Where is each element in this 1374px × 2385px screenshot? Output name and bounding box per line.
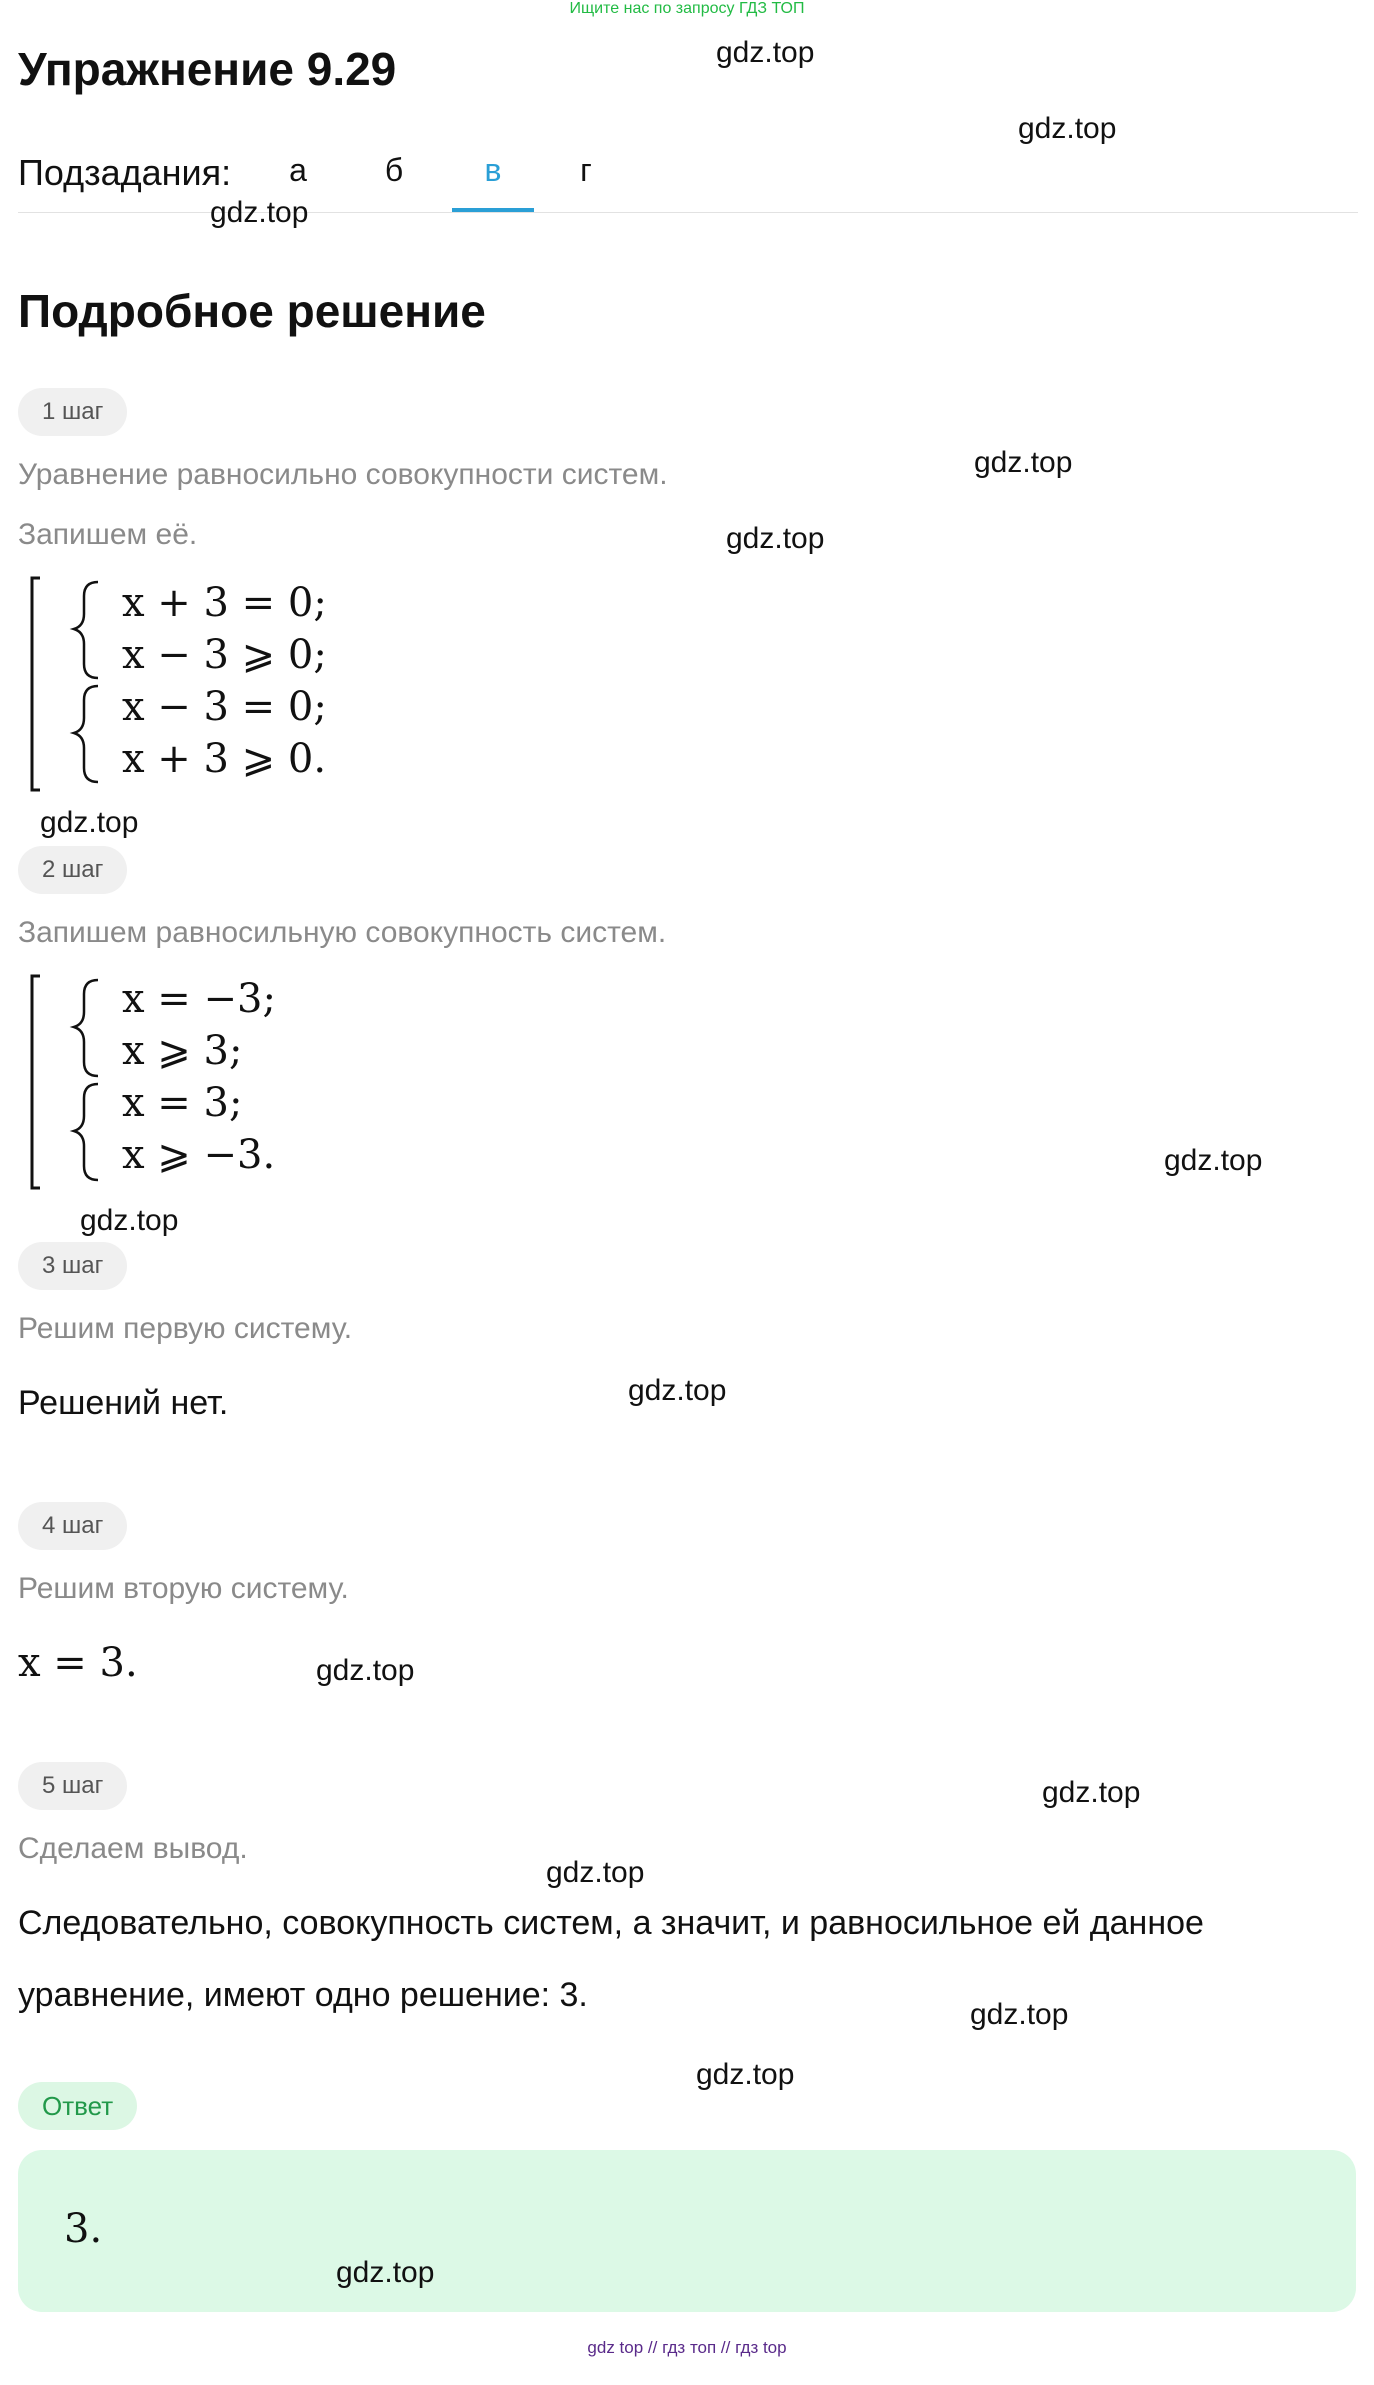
math-line: x − 3 = 0; [122,684,327,730]
watermark: gdz.top [1164,1144,1263,1177]
math-line: x − 3 ⩾ 0; [122,632,327,678]
answer-value: 3. [64,2206,103,2252]
watermark: gdz.top [970,1998,1069,2031]
step-badge: 1 шаг [18,388,127,436]
watermark: gdz.top [336,2256,435,2289]
watermark: gdz.top [696,2058,795,2091]
step-text: Запишем её. [18,518,198,551]
watermark: gdz.top [974,446,1073,479]
tab-v[interactable]: в [484,152,502,188]
top-banner: Ищите нас по запросу ГДЗ ТОП [569,0,805,17]
math-line: x = −3; [122,976,276,1022]
tab-b[interactable]: б [384,152,404,188]
step-result-math: x = 3. [18,1640,138,1686]
watermark: gdz.top [716,36,815,69]
step-text: Уравнение равносильно совокупности систем. [18,458,668,491]
watermark: gdz.top [80,1204,179,1237]
step-badge: 2 шаг [18,846,127,894]
watermark: gdz.top [1042,1776,1141,1809]
tab-g[interactable]: г [580,152,592,188]
watermark: gdz.top [210,196,309,229]
system-set-bracket [18,972,138,1194]
watermark: gdz.top [546,1856,645,1889]
tab-a[interactable]: а [289,152,307,188]
watermark: gdz.top [628,1374,727,1407]
step-text: Решим вторую систему. [18,1572,349,1605]
step-badge: 4 шаг [18,1502,127,1550]
system-set-bracket [18,574,138,796]
watermark: gdz.top [1018,112,1117,145]
math-line: x ⩾ 3; [122,1028,243,1074]
watermark: gdz.top [316,1654,415,1687]
step-badge: 5 шаг [18,1762,127,1810]
section-title: Подробное решение [18,285,486,337]
page-title: Упражнение 9.29 [18,43,397,95]
subtasks-label: Подзадания: [18,152,232,193]
math-line: x + 3 ⩾ 0. [122,736,327,782]
answer-badge: Ответ [18,2082,137,2130]
conclusion-line: уравнение, имеют одно решение: 3. [18,1976,588,2014]
step-text: Сделаем вывод. [18,1832,248,1865]
math-line: x = 3; [122,1080,243,1126]
footer: gdz top // гдз топ // гдз top [587,2338,787,2357]
watermark: gdz.top [726,522,825,555]
step-result: Решений нет. [18,1384,229,1422]
step-badge: 3 шаг [18,1242,127,1290]
step-text: Запишем равносильную совокупность систем. [18,916,667,949]
math-line: x + 3 = 0; [122,580,327,626]
watermark: gdz.top [40,806,139,839]
math-line: x ⩾ −3. [122,1132,276,1178]
conclusion-line: Следовательно, совокупность систем, а значит, и равносильное ей данное [18,1904,1204,1942]
answer-box [18,2150,1356,2312]
step-text: Решим первую систему. [18,1312,353,1345]
